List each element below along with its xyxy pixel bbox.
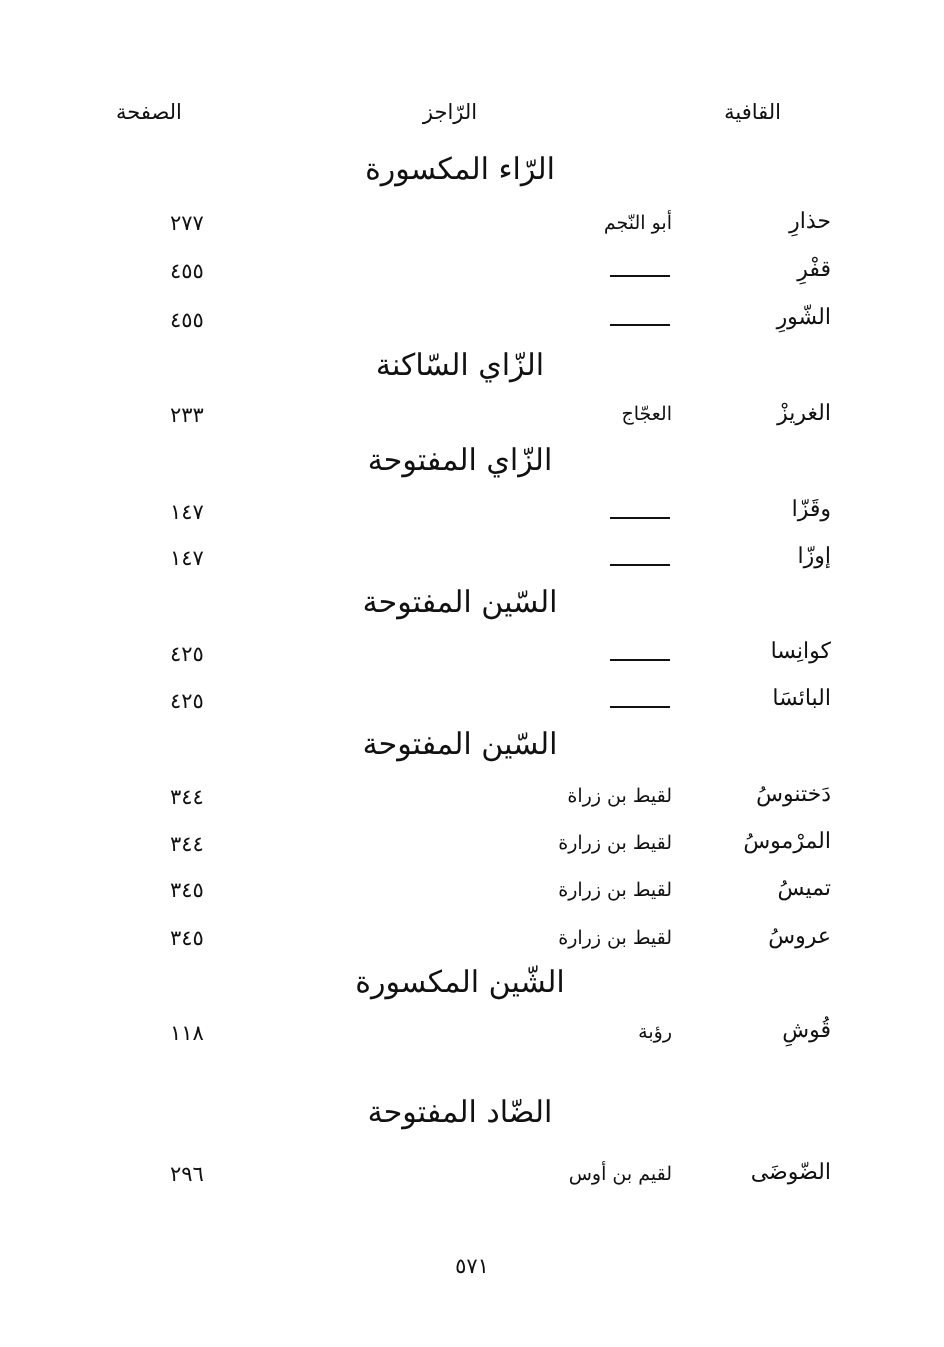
section-title: الزّاي السّاكنة: [375, 348, 545, 383]
page-cell: ٢٧٧: [170, 211, 204, 235]
page-cell: ٢٩٦: [170, 1162, 204, 1186]
rhyme-cell: المرْموسُ: [743, 829, 831, 854]
page-number: ٥٧١: [455, 1254, 489, 1278]
poet-cell: لقيط بن زراة: [567, 785, 672, 807]
section-title: الرّاء المكسورة: [365, 152, 555, 187]
poet-cell: أبو النّجم: [603, 212, 672, 234]
page-cell: ٤٢٥: [170, 642, 204, 666]
section-title: الضّاد المفتوحة: [367, 1095, 553, 1130]
same-poet-dash: [610, 706, 670, 708]
poet-cell: رؤبة: [638, 1021, 672, 1043]
rhyme-cell: وقَزّا: [791, 497, 831, 522]
page-cell: ٤٥٥: [170, 259, 204, 283]
poet-cell: لقيط بن زرارة: [558, 879, 672, 901]
poet-cell: لقيط بن زرارة: [558, 832, 672, 854]
same-poet-dash: [610, 517, 670, 519]
header-poet: الرّاجز: [422, 100, 478, 124]
rhyme-cell: قفْرِ: [797, 257, 831, 282]
rhyme-cell: الشّورِ: [776, 305, 831, 330]
page-cell: ٤٥٥: [170, 308, 204, 332]
rhyme-cell: قُوشِ: [782, 1018, 831, 1043]
page-cell: ٣٤٤: [170, 785, 204, 809]
same-poet-dash: [610, 659, 670, 661]
rhyme-cell: إوزّا: [797, 544, 831, 569]
page-cell: ٣٤٤: [170, 832, 204, 856]
poet-cell: لقيم بن أوس: [568, 1163, 672, 1185]
page-cell: ٢٣٣: [170, 403, 204, 427]
page-cell: ١٤٧: [170, 546, 204, 570]
rhyme-cell: الغريزْ: [777, 401, 831, 426]
rhyme-cell: حذارِ: [789, 209, 831, 234]
same-poet-dash: [610, 324, 670, 326]
poet-cell: لقيط بن زرارة: [558, 927, 672, 949]
rhyme-cell: تميسُ: [777, 876, 831, 901]
page-cell: ٣٤٥: [170, 878, 204, 902]
section-title: الزّاي المفتوحة: [367, 443, 553, 478]
poet-cell: العجّاج: [621, 403, 672, 425]
page-cell: ٣٤٥: [170, 926, 204, 950]
page-cell: ١١٨: [170, 1021, 204, 1045]
rhyme-cell: الضّوضَى: [750, 1160, 831, 1185]
page-cell: ١٤٧: [170, 500, 204, 524]
rhyme-cell: البائسَا: [772, 686, 831, 711]
rhyme-cell: عروسُ: [768, 924, 831, 949]
header-rhyme: القافية: [724, 100, 781, 124]
same-poet-dash: [610, 564, 670, 566]
section-title: الشّين المكسورة: [355, 965, 565, 1000]
section-title: السّين المفتوحة: [362, 727, 558, 762]
rhyme-cell: دَختنوسُ: [756, 782, 831, 807]
rhyme-cell: كوانِسا: [770, 639, 831, 664]
section-title: السّين المفتوحة: [362, 585, 558, 620]
header-page: الصفحة: [116, 100, 182, 124]
page-cell: ٤٢٥: [170, 689, 204, 713]
same-poet-dash: [610, 275, 670, 277]
